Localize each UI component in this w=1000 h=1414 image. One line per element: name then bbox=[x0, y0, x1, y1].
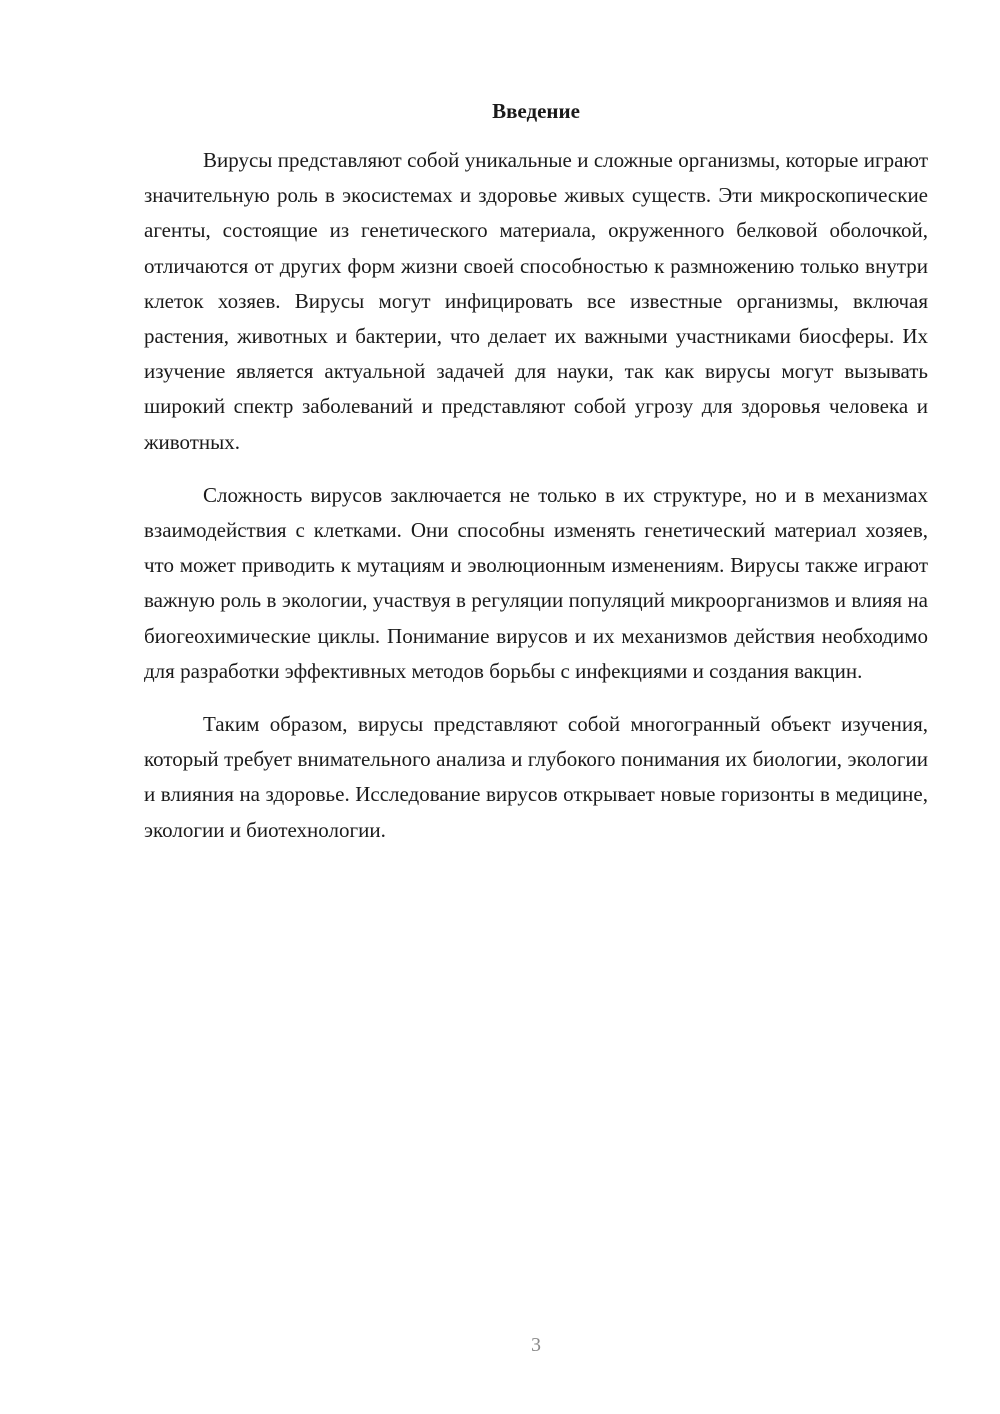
document-body bbox=[144, 143, 928, 848]
page-number: 3 bbox=[531, 1334, 541, 1356]
paragraph-2: Сложность вирусов заключается не только в их структуре, но и в механизмах взаимодействия с клетками. Они способны изменять генетический материал хозяев, что может приводить к мутациям и эволюционным изменениям. Вирусы также играют важную роль в экологии, участвуя в регуляции популяций микроорганизмов и влияя на биогеохимические циклы. Понимание вирусов и их механизмов действия необходимо для разработки эффективных методов борьбы с инфекциями и создания вакцин. bbox=[144, 482, 928, 683]
paragraph-3: Таким образом, вирусы представляют собой многогранный объект изучения, который требует внимательного анализа и глубокого понимания их биологии, экологии и влияния на здоровье. Исследование вирусов открывает новые горизонты в медицине, экологии и биотехнологии. bbox=[144, 712, 928, 842]
page-title: Введение bbox=[492, 99, 580, 123]
paragraph-1: Вирусы представляют собой уникальные и сложные организмы, которые играют значительную роль в экосистемах и здоровье живых существ. Эти микроскопические агенты, состоящие из генетического материала, окруженного белковой оболочкой, отличаются от других форм жизни своей способностью к размножению только внутри клеток хозяев. Вирусы могут инфицировать все известные организмы, включая растения, животных и бактерии, что делает их важными участниками биосферы. Их изучение является актуальной задачей для науки, так как вирусы могут вызывать широкий спектр заболеваний и представляют собой угрозу для здоровья человека и животных. bbox=[144, 148, 928, 454]
